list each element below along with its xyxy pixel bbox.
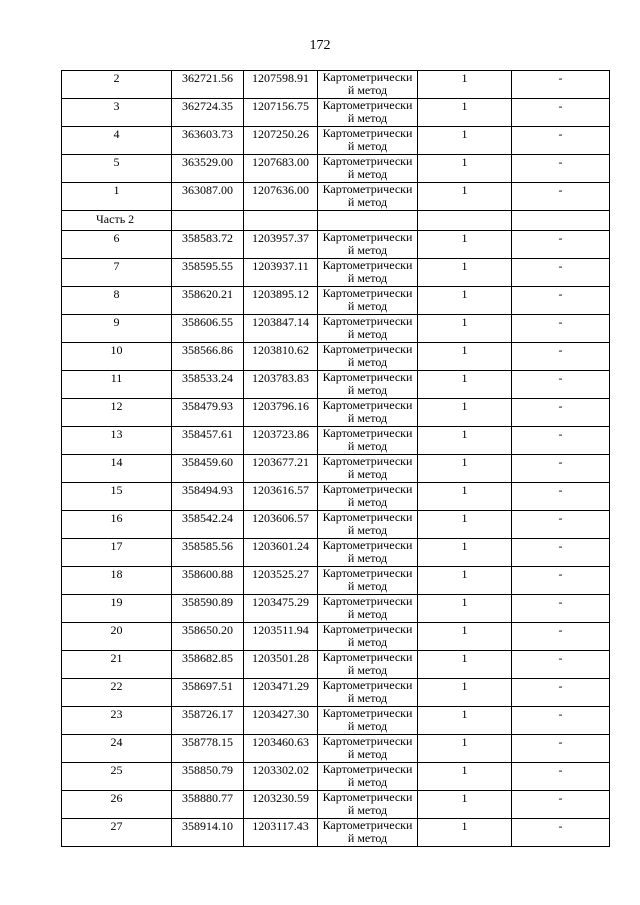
method-text-line-2: й метод bbox=[347, 411, 388, 425]
empty-cell bbox=[318, 211, 418, 231]
accuracy-cell: 1 bbox=[418, 483, 512, 511]
table-row bbox=[62, 427, 610, 455]
method-text-line-1: Картометрически bbox=[322, 182, 413, 196]
method-text-line-2: й метод bbox=[347, 579, 388, 593]
point-number-cell: 13 bbox=[62, 427, 172, 455]
accuracy-cell: 1 bbox=[418, 819, 512, 847]
method-text-line-1: Картометрически bbox=[322, 678, 413, 692]
description-cell: - bbox=[512, 819, 610, 847]
method-text-line-1: Картометрически bbox=[322, 622, 413, 636]
x-coordinate-cell: 358850.79 bbox=[172, 763, 244, 791]
method-text-line-1: Картометрически bbox=[322, 230, 413, 244]
empty-cell bbox=[418, 211, 512, 231]
description-cell: - bbox=[512, 155, 610, 183]
y-coordinate-cell: 1203117.43 bbox=[244, 819, 318, 847]
method-cell bbox=[318, 819, 418, 847]
method-cell bbox=[318, 371, 418, 399]
x-coordinate-cell: 358542.24 bbox=[172, 511, 244, 539]
table-row bbox=[62, 763, 610, 791]
table-row bbox=[62, 623, 610, 651]
method-text-line-2: й метод bbox=[347, 355, 388, 369]
table-row bbox=[62, 183, 610, 211]
y-coordinate-cell: 1203616.57 bbox=[244, 483, 318, 511]
description-cell: - bbox=[512, 427, 610, 455]
method-cell bbox=[318, 595, 418, 623]
method-text-line-2: й метод bbox=[347, 467, 388, 481]
method-cell bbox=[318, 155, 418, 183]
accuracy-cell: 1 bbox=[418, 623, 512, 651]
description-cell: - bbox=[512, 455, 610, 483]
y-coordinate-cell: 1203427.30 bbox=[244, 707, 318, 735]
accuracy-cell: 1 bbox=[418, 399, 512, 427]
method-text-line-2: й метод bbox=[347, 167, 388, 181]
method-cell bbox=[318, 455, 418, 483]
description-cell: - bbox=[512, 651, 610, 679]
accuracy-cell: 1 bbox=[418, 679, 512, 707]
x-coordinate-cell: 358606.55 bbox=[172, 315, 244, 343]
point-number-cell: 22 bbox=[62, 679, 172, 707]
table-row bbox=[62, 567, 610, 595]
point-number-cell: 11 bbox=[62, 371, 172, 399]
point-number-cell: 21 bbox=[62, 651, 172, 679]
accuracy-cell: 1 bbox=[418, 763, 512, 791]
description-cell: - bbox=[512, 259, 610, 287]
point-number-cell: 4 bbox=[62, 127, 172, 155]
method-text-line-2: й метод bbox=[347, 139, 388, 153]
point-number-cell: 9 bbox=[62, 315, 172, 343]
y-coordinate-cell: 1203847.14 bbox=[244, 315, 318, 343]
method-text-line-1: Картометрически bbox=[322, 706, 413, 720]
x-coordinate-cell: 358590.89 bbox=[172, 595, 244, 623]
table-row bbox=[62, 735, 610, 763]
y-coordinate-cell: 1203230.59 bbox=[244, 791, 318, 819]
accuracy-cell: 1 bbox=[418, 183, 512, 211]
description-cell: - bbox=[512, 707, 610, 735]
method-cell bbox=[318, 567, 418, 595]
accuracy-cell: 1 bbox=[418, 595, 512, 623]
method-text-line-1: Картометрически bbox=[322, 650, 413, 664]
accuracy-cell: 1 bbox=[418, 231, 512, 259]
coordinates-table bbox=[61, 70, 610, 847]
method-text-line-1: Картометрически bbox=[322, 126, 413, 140]
description-cell: - bbox=[512, 99, 610, 127]
x-coordinate-cell: 362721.56 bbox=[172, 71, 244, 99]
point-number-cell: 6 bbox=[62, 231, 172, 259]
method-text-line-2: й метод bbox=[347, 523, 388, 537]
y-coordinate-cell: 1203606.57 bbox=[244, 511, 318, 539]
x-coordinate-cell: 358494.93 bbox=[172, 483, 244, 511]
method-text-line-2: й метод bbox=[347, 439, 388, 453]
description-cell: - bbox=[512, 539, 610, 567]
accuracy-cell: 1 bbox=[418, 567, 512, 595]
y-coordinate-cell: 1203783.83 bbox=[244, 371, 318, 399]
method-text-line-2: й метод bbox=[347, 551, 388, 565]
method-cell bbox=[318, 623, 418, 651]
table-row bbox=[62, 287, 610, 315]
method-text-line-1: Картометрически bbox=[322, 398, 413, 412]
y-coordinate-cell: 1203601.24 bbox=[244, 539, 318, 567]
y-coordinate-cell: 1207598.91 bbox=[244, 71, 318, 99]
description-cell: - bbox=[512, 71, 610, 99]
table-row bbox=[62, 155, 610, 183]
accuracy-cell: 1 bbox=[418, 371, 512, 399]
method-cell bbox=[318, 259, 418, 287]
method-cell bbox=[318, 71, 418, 99]
y-coordinate-cell: 1203796.16 bbox=[244, 399, 318, 427]
method-text-line-1: Картометрически bbox=[322, 762, 413, 776]
point-number-cell: 26 bbox=[62, 791, 172, 819]
method-text-line-1: Картометрически bbox=[322, 286, 413, 300]
method-text-line-1: Картометрически bbox=[322, 98, 413, 112]
method-text-line-1: Картометрически bbox=[322, 154, 413, 168]
empty-cell bbox=[244, 211, 318, 231]
description-cell: - bbox=[512, 231, 610, 259]
method-text-line-1: Картометрически bbox=[322, 510, 413, 524]
point-number-cell: 15 bbox=[62, 483, 172, 511]
accuracy-cell: 1 bbox=[418, 343, 512, 371]
x-coordinate-cell: 363087.00 bbox=[172, 183, 244, 211]
x-coordinate-cell: 358620.21 bbox=[172, 287, 244, 315]
accuracy-cell: 1 bbox=[418, 651, 512, 679]
x-coordinate-cell: 358682.85 bbox=[172, 651, 244, 679]
table-row bbox=[62, 679, 610, 707]
method-text-line-1: Картометрически bbox=[322, 314, 413, 328]
method-cell bbox=[318, 399, 418, 427]
method-text-line-2: й метод bbox=[347, 111, 388, 125]
method-text-line-1: Картометрически bbox=[322, 734, 413, 748]
method-cell bbox=[318, 763, 418, 791]
method-text-line-2: й метод bbox=[347, 383, 388, 397]
point-number-cell: 10 bbox=[62, 343, 172, 371]
table-row bbox=[62, 539, 610, 567]
x-coordinate-cell: 358533.24 bbox=[172, 371, 244, 399]
method-cell bbox=[318, 99, 418, 127]
method-text-line-1: Картометрически bbox=[322, 342, 413, 356]
empty-cell bbox=[512, 211, 610, 231]
accuracy-cell: 1 bbox=[418, 707, 512, 735]
method-cell bbox=[318, 343, 418, 371]
table-row bbox=[62, 371, 610, 399]
x-coordinate-cell: 362724.35 bbox=[172, 99, 244, 127]
point-number-cell: 17 bbox=[62, 539, 172, 567]
method-cell bbox=[318, 427, 418, 455]
accuracy-cell: 1 bbox=[418, 315, 512, 343]
y-coordinate-cell: 1203302.02 bbox=[244, 763, 318, 791]
y-coordinate-cell: 1203677.21 bbox=[244, 455, 318, 483]
method-cell bbox=[318, 287, 418, 315]
method-cell bbox=[318, 315, 418, 343]
point-number-cell: 1 bbox=[62, 183, 172, 211]
x-coordinate-cell: 358459.60 bbox=[172, 455, 244, 483]
method-cell bbox=[318, 511, 418, 539]
table-row bbox=[62, 99, 610, 127]
method-text-line-2: й метод bbox=[347, 635, 388, 649]
point-number-cell: 18 bbox=[62, 567, 172, 595]
table-row bbox=[62, 819, 610, 847]
x-coordinate-cell: 358585.56 bbox=[172, 539, 244, 567]
y-coordinate-cell: 1203475.29 bbox=[244, 595, 318, 623]
accuracy-cell: 1 bbox=[418, 511, 512, 539]
empty-cell bbox=[172, 211, 244, 231]
method-cell bbox=[318, 735, 418, 763]
description-cell: - bbox=[512, 127, 610, 155]
method-text-line-2: й метод bbox=[347, 803, 388, 817]
method-text-line-2: й метод bbox=[347, 495, 388, 509]
method-text-line-2: й метод bbox=[347, 195, 388, 209]
table-row bbox=[62, 315, 610, 343]
method-text-line-1: Картометрически bbox=[322, 594, 413, 608]
method-text-line-1: Картометрически bbox=[322, 70, 413, 84]
part-label: Часть 2 bbox=[62, 211, 172, 231]
point-number-cell: 3 bbox=[62, 99, 172, 127]
method-cell bbox=[318, 539, 418, 567]
description-cell: - bbox=[512, 623, 610, 651]
y-coordinate-cell: 1207636.00 bbox=[244, 183, 318, 211]
point-number-cell: 14 bbox=[62, 455, 172, 483]
method-text-line-2: й метод bbox=[347, 327, 388, 341]
x-coordinate-cell: 358583.72 bbox=[172, 231, 244, 259]
method-cell bbox=[318, 231, 418, 259]
method-cell bbox=[318, 679, 418, 707]
description-cell: - bbox=[512, 399, 610, 427]
description-cell: - bbox=[512, 371, 610, 399]
x-coordinate-cell: 358595.55 bbox=[172, 259, 244, 287]
x-coordinate-cell: 363529.00 bbox=[172, 155, 244, 183]
accuracy-cell: 1 bbox=[418, 99, 512, 127]
y-coordinate-cell: 1203937.11 bbox=[244, 259, 318, 287]
method-text-line-1: Картометрически bbox=[322, 454, 413, 468]
y-coordinate-cell: 1203957.37 bbox=[244, 231, 318, 259]
table-row bbox=[62, 791, 610, 819]
method-cell bbox=[318, 707, 418, 735]
method-text-line-2: й метод bbox=[347, 691, 388, 705]
table-row bbox=[62, 707, 610, 735]
table-row bbox=[62, 231, 610, 259]
x-coordinate-cell: 358914.10 bbox=[172, 819, 244, 847]
method-text-line-2: й метод bbox=[347, 719, 388, 733]
point-number-cell: 7 bbox=[62, 259, 172, 287]
method-text-line-2: й метод bbox=[347, 83, 388, 97]
description-cell: - bbox=[512, 567, 610, 595]
method-text-line-2: й метод bbox=[347, 663, 388, 677]
x-coordinate-cell: 358479.93 bbox=[172, 399, 244, 427]
y-coordinate-cell: 1207250.26 bbox=[244, 127, 318, 155]
method-text-line-1: Картометрически bbox=[322, 790, 413, 804]
accuracy-cell: 1 bbox=[418, 127, 512, 155]
method-text-line-2: й метод bbox=[347, 747, 388, 761]
table-row bbox=[62, 127, 610, 155]
method-cell bbox=[318, 791, 418, 819]
accuracy-cell: 1 bbox=[418, 155, 512, 183]
part-header-row bbox=[62, 211, 610, 231]
description-cell: - bbox=[512, 791, 610, 819]
x-coordinate-cell: 358600.88 bbox=[172, 567, 244, 595]
x-coordinate-cell: 358457.61 bbox=[172, 427, 244, 455]
method-text-line-2: й метод bbox=[347, 607, 388, 621]
method-text-line-2: й метод bbox=[347, 299, 388, 313]
point-number-cell: 23 bbox=[62, 707, 172, 735]
point-number-cell: 12 bbox=[62, 399, 172, 427]
method-text-line-1: Картометрически bbox=[322, 426, 413, 440]
accuracy-cell: 1 bbox=[418, 427, 512, 455]
table-row bbox=[62, 483, 610, 511]
description-cell: - bbox=[512, 287, 610, 315]
table-row bbox=[62, 651, 610, 679]
description-cell: - bbox=[512, 183, 610, 211]
method-cell bbox=[318, 127, 418, 155]
description-cell: - bbox=[512, 735, 610, 763]
y-coordinate-cell: 1203471.29 bbox=[244, 679, 318, 707]
method-text-line-1: Картометрически bbox=[322, 818, 413, 832]
method-text-line-2: й метод bbox=[347, 775, 388, 789]
method-text-line-1: Картометрически bbox=[322, 482, 413, 496]
method-text-line-1: Картометрически bbox=[322, 566, 413, 580]
method-text-line-2: й метод bbox=[347, 243, 388, 257]
point-number-cell: 20 bbox=[62, 623, 172, 651]
y-coordinate-cell: 1203895.12 bbox=[244, 287, 318, 315]
x-coordinate-cell: 358726.17 bbox=[172, 707, 244, 735]
description-cell: - bbox=[512, 483, 610, 511]
description-cell: - bbox=[512, 315, 610, 343]
point-number-cell: 25 bbox=[62, 763, 172, 791]
x-coordinate-cell: 358697.51 bbox=[172, 679, 244, 707]
y-coordinate-cell: 1203810.62 bbox=[244, 343, 318, 371]
accuracy-cell: 1 bbox=[418, 735, 512, 763]
accuracy-cell: 1 bbox=[418, 539, 512, 567]
method-text-line-2: й метод bbox=[347, 831, 388, 845]
table-row bbox=[62, 595, 610, 623]
accuracy-cell: 1 bbox=[418, 259, 512, 287]
accuracy-cell: 1 bbox=[418, 455, 512, 483]
point-number-cell: 19 bbox=[62, 595, 172, 623]
point-number-cell: 5 bbox=[62, 155, 172, 183]
description-cell: - bbox=[512, 343, 610, 371]
table-row bbox=[62, 455, 610, 483]
method-cell bbox=[318, 183, 418, 211]
y-coordinate-cell: 1203460.63 bbox=[244, 735, 318, 763]
y-coordinate-cell: 1203525.27 bbox=[244, 567, 318, 595]
y-coordinate-cell: 1203723.86 bbox=[244, 427, 318, 455]
coordinates-table-body bbox=[62, 71, 610, 847]
accuracy-cell: 1 bbox=[418, 71, 512, 99]
point-number-cell: 16 bbox=[62, 511, 172, 539]
method-text-line-2: й метод bbox=[347, 271, 388, 285]
description-cell: - bbox=[512, 763, 610, 791]
x-coordinate-cell: 358778.15 bbox=[172, 735, 244, 763]
point-number-cell: 2 bbox=[62, 71, 172, 99]
y-coordinate-cell: 1207683.00 bbox=[244, 155, 318, 183]
method-cell bbox=[318, 483, 418, 511]
method-cell bbox=[318, 651, 418, 679]
x-coordinate-cell: 358650.20 bbox=[172, 623, 244, 651]
table-row bbox=[62, 399, 610, 427]
page-number: 172 bbox=[309, 38, 331, 53]
description-cell: - bbox=[512, 679, 610, 707]
description-cell: - bbox=[512, 595, 610, 623]
accuracy-cell: 1 bbox=[418, 791, 512, 819]
y-coordinate-cell: 1207156.75 bbox=[244, 99, 318, 127]
point-number-cell: 24 bbox=[62, 735, 172, 763]
table-row bbox=[62, 343, 610, 371]
x-coordinate-cell: 358566.86 bbox=[172, 343, 244, 371]
description-cell: - bbox=[512, 511, 610, 539]
accuracy-cell: 1 bbox=[418, 287, 512, 315]
x-coordinate-cell: 363603.73 bbox=[172, 127, 244, 155]
method-text-line-1: Картометрически bbox=[322, 258, 413, 272]
table-row bbox=[62, 71, 610, 99]
y-coordinate-cell: 1203501.28 bbox=[244, 651, 318, 679]
y-coordinate-cell: 1203511.94 bbox=[244, 623, 318, 651]
table-row bbox=[62, 511, 610, 539]
point-number-cell: 27 bbox=[62, 819, 172, 847]
method-text-line-1: Картометрически bbox=[322, 538, 413, 552]
method-text-line-1: Картометрически bbox=[322, 370, 413, 384]
x-coordinate-cell: 358880.77 bbox=[172, 791, 244, 819]
point-number-cell: 8 bbox=[62, 287, 172, 315]
table-row bbox=[62, 259, 610, 287]
